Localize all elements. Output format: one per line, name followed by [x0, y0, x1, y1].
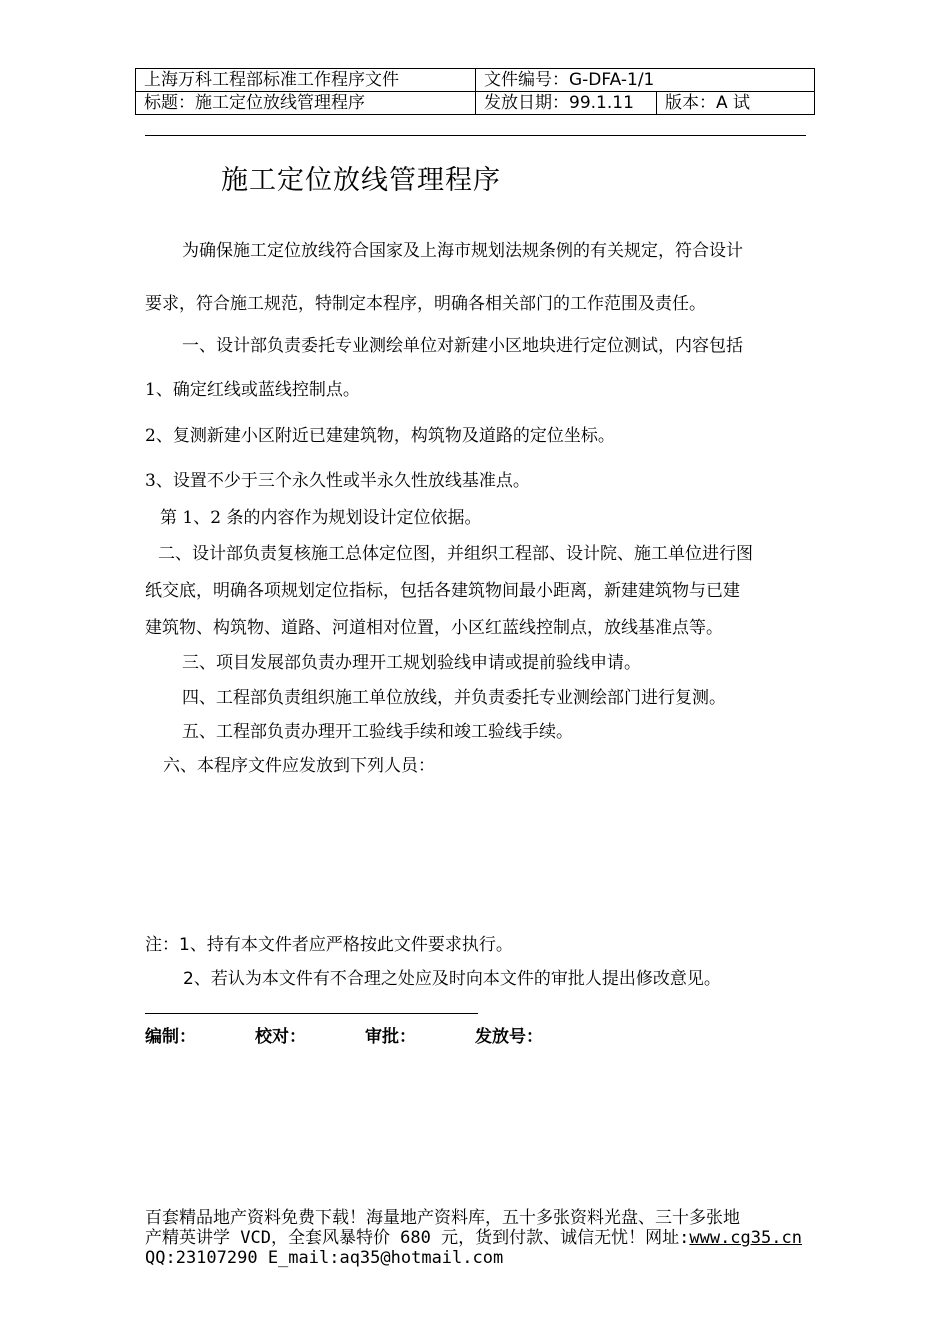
- website-link[interactable]: www.cg35.cn: [689, 1228, 802, 1248]
- section-1-item-2: 2、复测新建小区附近已建建筑物，构筑物及道路的定位坐标。: [145, 426, 615, 446]
- header-divider: [145, 135, 806, 136]
- title-cell: 标题：施工定位放线管理程序: [136, 92, 476, 115]
- section-1-item-3: 3、设置不少于三个永久性或半永久性放线基准点。: [145, 471, 530, 491]
- approve-label: 审批：: [365, 1027, 416, 1047]
- issue-date-cell: 发放日期：99.1.11: [476, 92, 657, 115]
- issue-number-label: 发放号：: [475, 1027, 543, 1047]
- doc-number-cell: 文件编号：G-DFA-1/1: [476, 69, 815, 92]
- footer-line-3: QQ:23107290 E_mail:aq35@hotmail.com: [145, 1248, 504, 1268]
- note-2: 2、若认为本文件有不合理之处应及时向本文件的审批人提出修改意见。: [183, 969, 721, 989]
- page-title: 施工定位放线管理程序: [221, 165, 501, 196]
- section-4: 四、工程部负责组织施工单位放线，并负责委托专业测绘部门进行复测。: [182, 688, 726, 708]
- header-row-1: [136, 69, 815, 92]
- section-6: 六、本程序文件应发放到下列人员：: [163, 756, 435, 776]
- section-2-line-2: 纸交底，明确各项规划定位指标，包括各建筑物间最小距离，新建建筑物与已建: [145, 581, 740, 601]
- section-3: 三、项目发展部负责办理开工规划验线申请或提前验线申请。: [182, 653, 641, 673]
- note-1: 注：1、持有本文件者应严格按此文件要求执行。: [145, 935, 513, 955]
- section-2-line-1: 二、设计部负责复核施工总体定位图，并组织工程部、设计院、施工单位进行图: [158, 544, 753, 564]
- section-2-line-3: 建筑物、构筑物、道路、河道相对位置，小区红蓝线控制点，放线基准点等。: [145, 618, 723, 638]
- section-1-item-1: 1、确定红线或蓝线控制点。: [145, 380, 360, 400]
- compile-label: 编制：: [145, 1027, 196, 1047]
- footer-line-2: [145, 1228, 802, 1248]
- footer-line-2-text: 产精英讲学 VCD，全套风暴特价 680 元，货到付款、诚信无忧！网址:: [145, 1228, 690, 1248]
- intro-line-1: 为确保施工定位放线符合国家及上海市规划法规条例的有关规定，符合设计: [182, 241, 743, 261]
- proofread-label: 校对：: [255, 1027, 306, 1047]
- section-1: 一、设计部负责委托专业测绘单位对新建小区地块进行定位测试，内容包括: [182, 336, 743, 356]
- intro-line-2: 要求，符合施工规范，特制定本程序，明确各相关部门的工作范围及责任。: [145, 294, 706, 314]
- company-doc-cell: 上海万科工程部标准工作程序文件: [136, 69, 476, 92]
- version-cell: 版本：A 试: [657, 92, 815, 115]
- section-5: 五、工程部负责办理开工验线手续和竣工验线手续。: [182, 722, 573, 742]
- section-1-note: 第 1、2 条的内容作为规划设计定位依据。: [160, 508, 482, 528]
- footer-line-1: 百套精品地产资料免费下载！海量地产资料库，五十多张资料光盘、三十多张地: [145, 1208, 740, 1228]
- header-table: [135, 68, 815, 115]
- signature-divider: [145, 1013, 478, 1014]
- header-row-2: [136, 92, 815, 115]
